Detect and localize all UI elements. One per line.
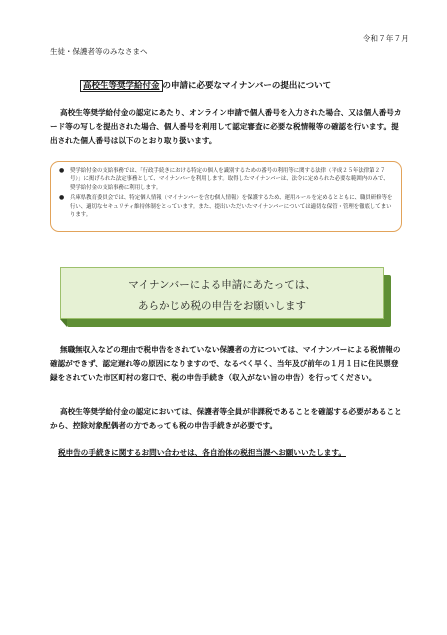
callout-banner: [60, 267, 384, 319]
banner-line-1: マイナンバーによる申請にあたっては、: [128, 279, 316, 291]
banner-line-2: あらかじめ税の申告をお願いします: [138, 300, 306, 312]
addressee: 生徒・保護者等のみなさまへ: [50, 47, 148, 56]
notes-box: [50, 161, 402, 232]
document-title: [80, 79, 400, 91]
bullet-icon: ●: [59, 194, 65, 202]
title-rest: の申請に必要なマイナンバーの提出について: [162, 81, 332, 91]
intro-paragraph: 高校生等奨学給付金の認定にあたり、オンライン申請で個人番号を入力された場合、又は個人番号カード等の写しを提出された場合、個人番号を利用して認定審査に必要な税情報等の確認を行います。提出された個人番号は以下のとおり取り扱います。: [50, 108, 402, 145]
contact-note: 税申告の手続きに関するお問い合わせは、各自治体の税担当課へお願いいたします。: [58, 448, 346, 457]
spouse-paragraph: 高校生等奨学給付金の認定においては、保護者等全員が非課税であることを確認する必要があることから、控除対象配偶者の方であっても税の申告手続きが必要です。: [50, 407, 402, 430]
note-item: [59, 194, 393, 219]
note-item: [59, 167, 393, 192]
banner-fold: [60, 319, 67, 327]
issue-date: 令和７年７月: [362, 34, 409, 43]
tax-filing-paragraph: 無職無収入などの理由で税申告をされていない保護者の方については、マイナンバーによる税情報の確認ができず、認定遅れ等の原因になりますので、なるべく早く、当年及び前年の１月１日に住民票登録をされていた市区町村の窓口で、税の申告手続き（収入がない旨の申告）を行ってください。: [50, 345, 401, 382]
title-boxed-term: 高校生等奨学給付金: [80, 80, 163, 92]
bullet-icon: ●: [59, 167, 65, 174]
note-text: 兵庫県教育委員会では、特定個人情報（マイナンバーを含む個人情報）を保護するため、運用ルールを定めるとともに、職員研修等を行い、適切なセキュリティ維持体制をとっています。また、提出いただいたマイナンバーについては適切な保管・管理を徹底してまいります。: [70, 195, 393, 219]
note-text: 奨学給付金の支給事務では、「行政手続きにおける特定の個人を識別するための番号の利用等に関する法律（平成２５年法律第２７号）」に掲げられた法定事務として、マイナンバーを利用します。取得したマイナンバーは、法令に定められた必要な範囲内のみで、奨学給付金の支給事務に利用します。: [70, 168, 389, 191]
